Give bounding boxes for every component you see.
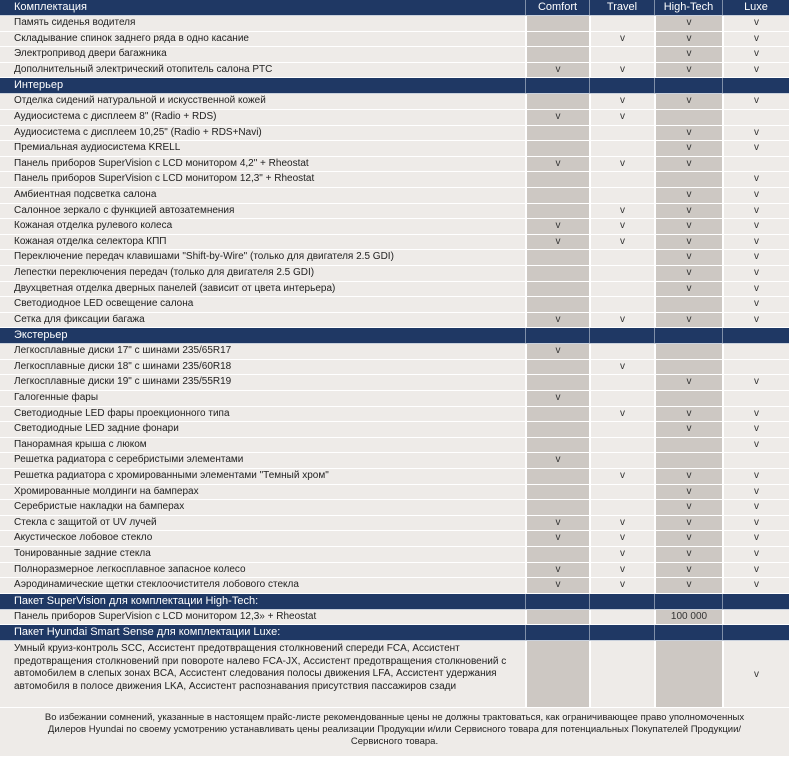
availability-mark <box>722 344 789 359</box>
availability-mark: v <box>722 641 789 707</box>
header-cell <box>589 328 654 343</box>
availability-mark <box>722 453 789 468</box>
availability-mark: v <box>722 47 789 62</box>
availability-mark: v <box>654 63 722 78</box>
availability-mark: v <box>589 63 654 78</box>
availability-mark <box>525 94 589 109</box>
option-label: Кожаная отделка рулевого колеса <box>14 220 173 232</box>
header-cell <box>589 78 654 93</box>
option-label: Салонное зеркало с функцией автозатемнения <box>14 204 235 216</box>
availability-mark: v <box>722 188 789 203</box>
availability-mark: v <box>654 250 722 265</box>
availability-mark <box>654 344 722 359</box>
availability-mark <box>525 438 589 453</box>
availability-mark: v <box>654 32 722 47</box>
option-label: Переключение передач клавишами "Shift-by-Wire" (только для двигателя 2.5 GDI) <box>14 251 394 263</box>
column-header: Comfort <box>525 0 589 15</box>
header-cell <box>722 594 789 609</box>
availability-mark <box>525 126 589 141</box>
availability-mark: v <box>525 235 589 250</box>
availability-mark: v <box>589 407 654 422</box>
option-label: Аэродинамические щетки стеклоочистителя лобового стекла <box>14 579 299 591</box>
availability-mark <box>722 110 789 125</box>
availability-mark: v <box>722 422 789 437</box>
availability-mark <box>654 438 722 453</box>
option-label: Светодиодное LED освещение салона <box>14 298 194 310</box>
table-row <box>0 610 789 626</box>
availability-mark: v <box>722 500 789 515</box>
availability-mark <box>589 266 654 281</box>
option-label: Галогенные фары <box>14 392 99 404</box>
availability-mark: v <box>722 531 789 546</box>
availability-mark: v <box>722 250 789 265</box>
section-header <box>0 78 789 94</box>
option-label: Сетка для фиксации багажа <box>14 313 145 325</box>
availability-mark: v <box>722 235 789 250</box>
header-cell <box>525 625 589 640</box>
availability-mark: v <box>654 469 722 484</box>
availability-mark: v <box>722 547 789 562</box>
availability-mark: v <box>589 110 654 125</box>
header-cell <box>654 78 722 93</box>
availability-mark: v <box>589 547 654 562</box>
option-label: Полноразмерное легкосплавное запасное колесо <box>14 563 246 575</box>
table-row <box>0 219 789 235</box>
availability-mark <box>525 469 589 484</box>
header-cell <box>525 328 589 343</box>
availability-mark <box>654 297 722 312</box>
availability-mark: v <box>654 407 722 422</box>
table-row <box>0 94 789 110</box>
table-row <box>0 126 789 142</box>
availability-mark: v <box>722 266 789 281</box>
option-label: Аудиосистема с дисплеем 8" (Radio + RDS) <box>14 110 217 122</box>
availability-mark <box>589 16 654 31</box>
availability-mark: v <box>589 469 654 484</box>
table-row <box>0 250 789 266</box>
availability-mark: v <box>654 16 722 31</box>
table-row <box>0 641 789 708</box>
table-row <box>0 563 789 579</box>
availability-mark: v <box>722 313 789 328</box>
availability-mark <box>525 266 589 281</box>
availability-mark: v <box>525 453 589 468</box>
availability-mark: v <box>722 563 789 578</box>
availability-mark: v <box>722 578 789 593</box>
price-cell <box>525 610 589 625</box>
header-cell <box>525 78 589 93</box>
availability-mark: v <box>654 141 722 156</box>
table-row <box>0 157 789 173</box>
availability-mark <box>525 188 589 203</box>
availability-mark <box>525 297 589 312</box>
availability-mark: v <box>654 422 722 437</box>
availability-mark: v <box>525 563 589 578</box>
option-label: Двухцветная отделка дверных панелей (зависит от цвета интерьера) <box>14 282 336 294</box>
availability-mark <box>525 360 589 375</box>
table-row <box>0 578 789 594</box>
table-row <box>0 63 789 79</box>
option-label: Кожаная отделка селектора КПП <box>14 235 167 247</box>
availability-mark: v <box>654 126 722 141</box>
availability-mark: v <box>589 94 654 109</box>
availability-mark: v <box>722 375 789 390</box>
availability-mark: v <box>654 485 722 500</box>
section-title: Пакет Hyundai Smart Sense для комплектации Luxe: <box>14 626 281 639</box>
availability-mark <box>589 141 654 156</box>
table-row <box>0 344 789 360</box>
table-row <box>0 360 789 376</box>
table-row <box>0 391 789 407</box>
table-row <box>0 438 789 454</box>
header-cell <box>654 594 722 609</box>
header-cell <box>589 625 654 640</box>
table-row <box>0 235 789 251</box>
table-row <box>0 266 789 282</box>
option-label: Электропривод двери багажника <box>14 48 167 60</box>
availability-mark: v <box>525 313 589 328</box>
availability-mark <box>589 344 654 359</box>
column-header: Luxe <box>722 0 789 15</box>
availability-mark: v <box>525 219 589 234</box>
table-row <box>0 141 789 157</box>
availability-mark: v <box>589 313 654 328</box>
availability-mark: v <box>589 578 654 593</box>
availability-mark <box>654 172 722 187</box>
option-label: Светодиодные LED фары проекционного типа <box>14 407 230 419</box>
availability-mark: v <box>589 32 654 47</box>
option-label: Стекла с защитой от UV лучей <box>14 516 157 528</box>
option-label: Панель приборов SuperVision с LCD монитором 12,3» + Rheostat <box>14 610 317 622</box>
availability-mark: v <box>654 516 722 531</box>
availability-mark: v <box>722 485 789 500</box>
availability-mark: v <box>589 235 654 250</box>
availability-mark <box>589 438 654 453</box>
availability-mark <box>722 391 789 406</box>
availability-mark <box>589 250 654 265</box>
availability-mark: v <box>654 219 722 234</box>
table-row <box>0 547 789 563</box>
header-cell <box>722 328 789 343</box>
option-label: Складывание спинок заднего ряда в одно касание <box>14 32 249 44</box>
availability-mark <box>722 157 789 172</box>
table-row <box>0 531 789 547</box>
availability-mark: v <box>722 438 789 453</box>
table-row <box>0 172 789 188</box>
availability-mark <box>525 204 589 219</box>
availability-mark <box>525 485 589 500</box>
availability-mark <box>525 407 589 422</box>
availability-mark: v <box>525 578 589 593</box>
availability-mark: v <box>654 266 722 281</box>
section-header <box>0 594 789 610</box>
availability-mark: v <box>654 313 722 328</box>
price-cell <box>722 610 789 625</box>
availability-mark: v <box>525 516 589 531</box>
availability-mark <box>589 47 654 62</box>
section-title: Комплектация <box>14 1 87 13</box>
availability-mark <box>525 641 589 707</box>
option-label: Панель приборов SuperVision с LCD монитором 12,3" + Rheostat <box>14 173 315 185</box>
section-title: Пакет SuperVision для комплектации High-Tech: <box>14 594 259 607</box>
option-label: Акустическое лобовое стекло <box>14 532 153 544</box>
option-label: Панорамная крыша с люком <box>14 438 147 450</box>
availability-mark <box>589 391 654 406</box>
option-label: Решетка радиатора с хромированными элементами "Темный хром" <box>14 470 329 482</box>
option-label: Память сиденья водителя <box>14 17 136 28</box>
availability-mark: v <box>589 204 654 219</box>
table-row <box>0 16 789 32</box>
availability-mark: v <box>722 204 789 219</box>
section-header <box>0 625 789 641</box>
option-label: Умный круиз-контроль SCC, Ассистент предотвращения столкновений спереди FCA, Ассистент предотвращения столкновений при повороте налево FCA-JX, Ассистент предотвращения столкновений с автомобилем в слепых зонах BCA, Ассистент следования полосы движения LFA, Ассистент удержания автомобиля в полосе движения LKA, Ассистент распознавания присутствия пассажиров сзади <box>14 643 507 692</box>
availability-mark <box>654 391 722 406</box>
availability-mark: v <box>525 391 589 406</box>
availability-mark: v <box>654 375 722 390</box>
availability-mark <box>589 500 654 515</box>
availability-mark: v <box>654 578 722 593</box>
availability-mark: v <box>589 157 654 172</box>
table-row <box>0 469 789 485</box>
option-label: Премиальная аудиосистема KRELL <box>14 142 181 154</box>
availability-mark <box>525 282 589 297</box>
availability-mark: v <box>654 500 722 515</box>
option-label: Легкосплавные диски 17" с шинами 235/65R17 <box>14 345 232 357</box>
section-header <box>0 328 789 344</box>
availability-mark <box>589 126 654 141</box>
option-label: Светодиодные LED задние фонари <box>14 423 179 435</box>
table-row <box>0 516 789 532</box>
availability-mark: v <box>525 110 589 125</box>
availability-mark <box>525 250 589 265</box>
availability-mark: v <box>722 94 789 109</box>
availability-mark: v <box>722 172 789 187</box>
availability-mark: v <box>654 531 722 546</box>
availability-mark: v <box>525 63 589 78</box>
table-row <box>0 47 789 63</box>
availability-mark <box>589 282 654 297</box>
availability-mark <box>654 110 722 125</box>
availability-mark: v <box>722 32 789 47</box>
table-row <box>0 204 789 220</box>
availability-mark: v <box>654 563 722 578</box>
availability-mark: v <box>654 235 722 250</box>
table-row <box>0 422 789 438</box>
option-label: Лепестки переключения передач (только для двигателя 2.5 GDI) <box>14 266 315 278</box>
availability-mark <box>589 297 654 312</box>
header-cell <box>525 594 589 609</box>
table-row <box>0 297 789 313</box>
availability-mark <box>525 16 589 31</box>
availability-mark: v <box>722 516 789 531</box>
section-title: Экстерьер <box>14 329 68 342</box>
availability-mark: v <box>722 469 789 484</box>
table-row <box>0 32 789 48</box>
option-label: Легкосплавные диски 19" с шинами 235/55R19 <box>14 376 232 388</box>
table-row <box>0 407 789 423</box>
option-label: Отделка сидений натуральной и искусственной кожей <box>14 95 266 107</box>
availability-mark: v <box>525 344 589 359</box>
availability-mark <box>589 422 654 437</box>
availability-mark <box>589 485 654 500</box>
availability-mark: v <box>722 219 789 234</box>
option-label: Легкосплавные диски 18" с шинами 235/60R18 <box>14 360 232 372</box>
availability-mark <box>525 375 589 390</box>
header-cell <box>654 328 722 343</box>
availability-mark: v <box>654 547 722 562</box>
availability-mark: v <box>654 47 722 62</box>
section-header <box>0 0 789 16</box>
table-row <box>0 453 789 469</box>
availability-mark <box>525 47 589 62</box>
availability-mark: v <box>722 282 789 297</box>
table-row <box>0 110 789 126</box>
table-row <box>0 485 789 501</box>
availability-mark: v <box>722 63 789 78</box>
header-cell <box>722 78 789 93</box>
availability-mark: v <box>722 297 789 312</box>
table-row <box>0 500 789 516</box>
availability-mark <box>722 360 789 375</box>
option-label: Хромированные молдинги на бамперах <box>14 485 199 497</box>
table-row <box>0 282 789 298</box>
option-label: Аудиосистема с дисплеем 10,25" (Radio + RDS+Navi) <box>14 126 262 138</box>
table-row <box>0 313 789 329</box>
header-cell <box>589 594 654 609</box>
availability-mark <box>525 141 589 156</box>
availability-mark <box>525 32 589 47</box>
option-label: Тонированные задние стекла <box>14 548 151 559</box>
availability-mark <box>589 188 654 203</box>
option-label: Дополнительный электрический отопитель салона PTC <box>14 63 273 75</box>
table-row <box>0 188 789 204</box>
availability-mark: v <box>525 157 589 172</box>
header-cell <box>654 625 722 640</box>
availability-mark: v <box>722 16 789 31</box>
availability-mark: v <box>589 516 654 531</box>
disclaimer: Во избежании сомнений, указанные в настоящем прайс-листе рекомендованные цены не должны трактоваться, как ограничивающее право уполномоченных Дилеров Hyundai по своему усмотрению устанавливать цены реализации Продукции и/или Сервисного товара для потенциальных Покупателей Продукции/Сервисного товара. <box>0 708 789 756</box>
section-title: Интерьер <box>14 79 64 92</box>
availability-mark: v <box>654 188 722 203</box>
availability-mark: v <box>654 282 722 297</box>
availability-mark: v <box>654 157 722 172</box>
price-cell: 100 000 <box>654 610 722 625</box>
availability-mark <box>654 453 722 468</box>
availability-mark <box>589 172 654 187</box>
availability-mark <box>654 641 722 707</box>
availability-mark <box>589 375 654 390</box>
availability-mark: v <box>654 204 722 219</box>
availability-mark <box>589 453 654 468</box>
availability-mark: v <box>589 219 654 234</box>
price-cell <box>589 610 654 625</box>
availability-mark: v <box>589 360 654 375</box>
availability-mark: v <box>722 407 789 422</box>
availability-mark: v <box>654 94 722 109</box>
header-cell <box>722 625 789 640</box>
availability-mark: v <box>722 141 789 156</box>
availability-mark <box>589 641 654 707</box>
availability-mark <box>525 547 589 562</box>
availability-mark: v <box>525 531 589 546</box>
column-header: Travel <box>589 0 654 15</box>
availability-mark <box>525 172 589 187</box>
availability-mark <box>525 422 589 437</box>
table-row <box>0 375 789 391</box>
option-label: Серебристые накладки на бамперах <box>14 501 185 513</box>
availability-mark: v <box>722 126 789 141</box>
option-label: Амбиентная подсветка салона <box>14 188 157 200</box>
option-label: Панель приборов SuperVision с LCD монитором 4,2" + Rheostat <box>14 157 309 169</box>
column-header: High-Tech <box>654 0 722 15</box>
availability-mark <box>654 360 722 375</box>
availability-mark: v <box>589 531 654 546</box>
availability-mark <box>525 500 589 515</box>
option-label: Решетка радиатора с серебристыми элементами <box>14 454 244 466</box>
availability-mark: v <box>589 563 654 578</box>
